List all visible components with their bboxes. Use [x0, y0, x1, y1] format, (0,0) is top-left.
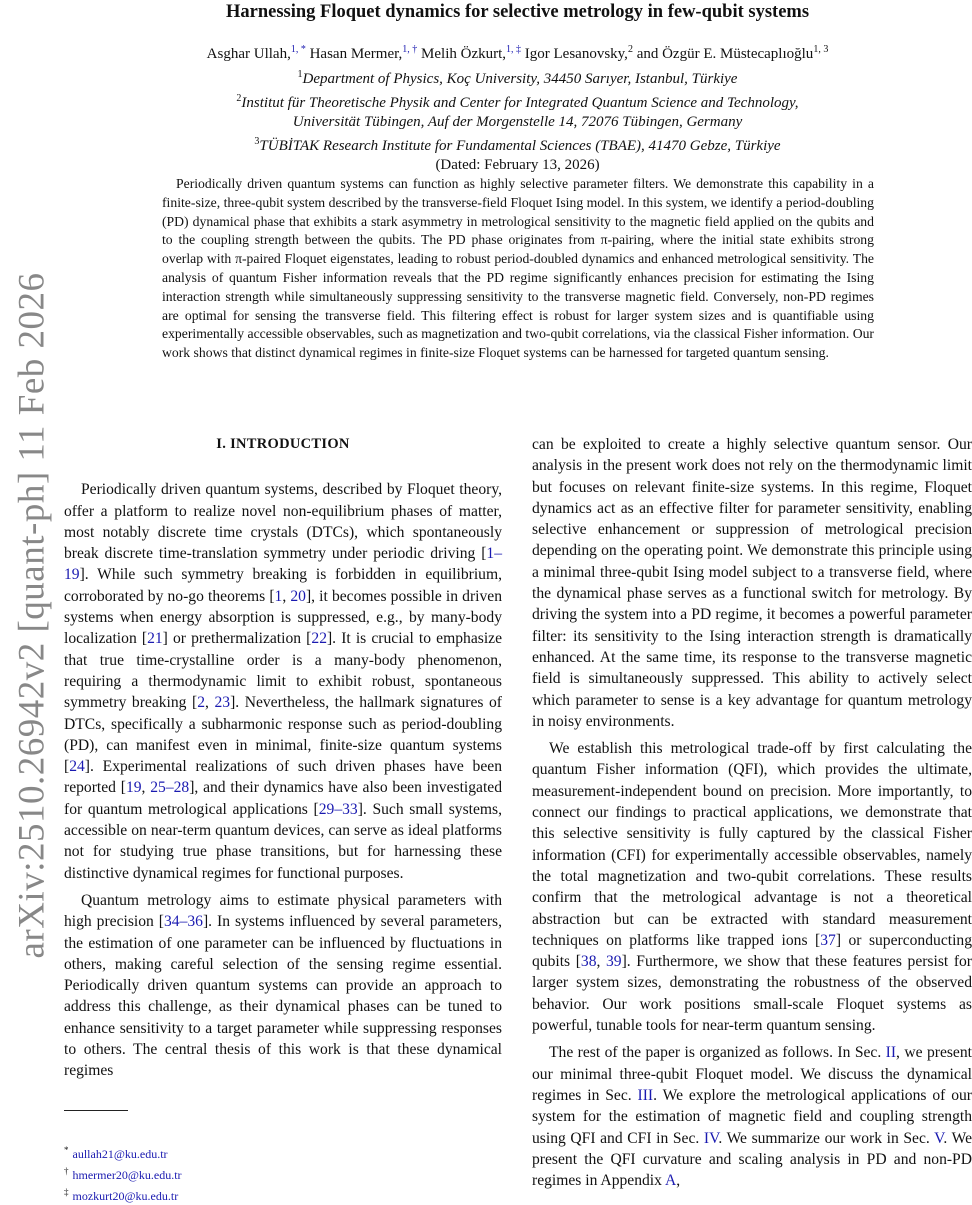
author-affiliation-mark[interactable]: 1, *	[290, 44, 306, 55]
citation-link[interactable]: 37	[820, 931, 836, 949]
author-affiliation-mark[interactable]: 1, †	[402, 44, 418, 55]
dated-line: (Dated: February 13, 2026)	[435, 157, 600, 173]
section-link[interactable]: III	[637, 1086, 654, 1104]
affiliation-list	[110, 65, 925, 156]
citation-link[interactable]: 1	[274, 587, 283, 605]
citation-link[interactable]: 1–19	[64, 545, 502, 584]
citation-link[interactable]: 34–36	[163, 913, 203, 931]
author-name: Igor Lesanovsky,	[524, 46, 628, 62]
paragraph: The rest of the paper is organized as follows. In Sec. II, we present our minimal three-qubit Floquet model. We discuss the dynamical regimes in Sec. III. We explore the metrological applications of our system for the estimation of magnetic field and coupling strength using QFI and CFI in Sec. IV. We summarize our work in Sec. V. We present the QFI curvature and scaling analysis in PD and non-PD regimes in Appendix A,	[532, 1044, 972, 1190]
section-link[interactable]: IV	[703, 1129, 719, 1147]
paragraph: Quantum metrology aims to estimate physical parameters with high precision [34–36]. In systems influenced by several parameters, the estimation of one parameter can be influenced by fluctuations in others, making careful selection of the sensing regime essential. Periodically driven quantum systems can provide an approach to address this challenge, as their dynamical phases can be tuned to enhance sensitivity to a target parameter while suppressing responses to others. The central thesis of this work is that these dynamical regimes	[64, 891, 502, 1080]
arxiv-sidebar-stamp	[2, 271, 62, 959]
section-link[interactable]: II	[885, 1044, 897, 1062]
paragraph: can be exploited to create a highly selective quantum sensor. Our analysis in the present work does not rely on the thermodynamic limit but focuses on relevant finite-size systems. In this regime, Floquet dynamics act as an effective filter for parameter sensitivity, enabling selective enhancement or suppression of metrological precision depending on the operating point. We demonstrate this principle using a minimal three-qubit Ising model subject to a transverse field, where the dynamical phase serves as a functional switch for metrology. By driving the system into a PD regime, it becomes a powerful parameter filter: its sensitivity to the Ising interaction strength is dramatically enhanced. At the same time, its response to the transverse magnetic field is simultaneously suppressed. This ability to actively select which parameter to sense is a key advantage for quantum metrology in noisy environments.	[532, 436, 972, 730]
right-column	[532, 434, 972, 1191]
section-heading: I. INTRODUCTION	[216, 436, 350, 452]
affiliation-line: $^2$Institut für Theoretische Physik and Center for Integrated Quantum Science and Technology,	[236, 93, 799, 111]
affiliation-line: Universität Tübingen, Auf der Morgenstelle 14, 72076 Tübingen, Germany	[292, 114, 743, 130]
paragraph: Periodically driven quantum systems, described by Floquet theory, offer a platform to realize novel non-equilibrium phases of matter, most notably discrete time crystals (DTCs), which spontaneously break discrete time-translation symmetry under periodic driving [1–19]. While such symmetry breaking is forbidden in equilibrium, corroborated by no-go theorems [1, 20], it becomes possible in driven systems when energy absorption is suppressed, e.g., by many-body localization [21] or prethermalization [22]. It is crucial to emphasize that true time-crystalline order is a many-body phenomenon, requiring a thermodynamic limit to exhibit robust, spontaneous symmetry breaking [2, 23]. Nevertheless, the hallmark signatures of DTCs, specifically a subharmonic response such as period-doubling (PD), can manifest even in minimal, finite-size quantum systems [24]. Experimental realizations of such driven phases have been reported [19, 25–28], and their dynamics have also been investigated for quantum metrological applications [29–33]. Such small systems, accessible on near-term quantum devices, can serve as ideal platforms not for studying true phase transitions, but for harnessing these distinctive dynamical regimes for functional purposes.	[64, 481, 503, 882]
section-link[interactable]: V	[934, 1129, 944, 1147]
paper-header	[110, 0, 925, 175]
footnotes	[64, 1142, 182, 1205]
email-link[interactable]: hmermer20@ku.edu.tr	[72, 1168, 182, 1182]
arxiv-id: arXiv:2510.26942v2 [quant-ph] 11 Feb 2026	[11, 271, 53, 959]
appendix-link[interactable]: A	[664, 1172, 677, 1190]
author-name: Melih Özkurt,	[421, 46, 507, 62]
citation-link[interactable]: 25–28	[150, 779, 190, 797]
author-affiliation-mark: 2	[627, 44, 633, 55]
citation-link[interactable]: 23	[214, 694, 231, 712]
author-name: Asghar Ullah,	[206, 46, 291, 62]
citation-link[interactable]: 24	[69, 758, 85, 776]
citation-link[interactable]: 2	[197, 694, 206, 712]
citation-link[interactable]: 29–33	[318, 800, 358, 818]
author-name: Hasan Mermer,	[309, 46, 403, 62]
citation-link[interactable]: 38	[580, 953, 597, 971]
citation-link[interactable]: 19	[125, 779, 142, 797]
paragraph: We establish this metrological trade-off by first calculating the quantum Fisher information (QFI), which provides the ultimate, measurement-independent bound on precision. More importantly, to connect our findings to practical applications, we demonstrate that this selective sensitivity is fully captured by the classical Fisher information (CFI) for experimentally accessible observables, namely the total magnetization and two-qubit correlations. These results confirm that the metrological advantage is not a theoretical abstraction but can be extracted with standard measurement techniques on platforms like trapped ions [37] or superconducting qubits [38, 39]. Furthermore, we show that these features persist for larger system sizes, demonstrating the robustness of the observed behavior. Our work positions small-scale Floquet systems as powerful, tunable tools for near-term quantum sensing.	[532, 740, 972, 1035]
footnote-rule	[64, 1110, 128, 1111]
email-link[interactable]: mozkurt20@ku.edu.tr	[72, 1189, 179, 1203]
author-name: and Özgür E. Müstecaplıoğlu	[636, 46, 814, 62]
paper-title: Harnessing Floquet dynamics for selective metrology in few-qubit systems	[225, 2, 810, 22]
footnote: * aullah21@ku.edu.tr	[64, 1145, 168, 1161]
citation-link[interactable]: 39	[606, 953, 622, 971]
left-column	[64, 434, 502, 1082]
author-affiliation-mark: 1, 3	[813, 44, 829, 55]
affiliation-line: $^1$Department of Physics, Koç University, 34450 Sarıyer, Istanbul, Türkiye	[297, 69, 738, 87]
citation-link[interactable]: 21	[147, 630, 163, 648]
email-link[interactable]: aullah21@ku.edu.tr	[72, 1147, 168, 1161]
citation-link[interactable]: 20	[290, 587, 306, 605]
author-affiliation-mark[interactable]: 1, ‡	[506, 44, 522, 55]
footnote: † hmermer20@ku.edu.tr	[64, 1166, 182, 1182]
abstract: Periodically driven quantum systems can function as highly selective parameter filters. We demonstrate this capability in a finite-size, three-qubit system described by the transverse-field Floquet Ising model. In this system, we identify a period-doubling (PD) dynamical phase that exhibits a stark asymmetry in metrological sensitivity to the magnetic field applied on the qubits and to the coupling strength between the qubits. The PD phase originates from π-pairing, where the initial state exhibits strong overlap with π-paired Floquet eigenstates, leading to robust period-doubled dynamics and enhanced metrological sensitivity. The analysis of quantum Fisher information reveals that the PD regime significantly enhances precision for estimating the Ising interaction strength while simultaneously suppressing sensitivity to the transverse magnetic field. Conversely, non-PD regimes are optimal for sensing the transverse field. This filtering effect is robust for larger system sizes and is quantifiable using experimentally accessible observables, such as magnetization and two-qubit correlations, via the classical Fisher information. Our work shows that distinct dynamical regimes in finite-size Floquet systems can be harnessed for targeted quantum sensing.	[162, 176, 874, 361]
footnote: ‡ mozkurt20@ku.edu.tr	[64, 1187, 179, 1203]
affiliation-line: $^3$TÜBİTAK Research Institute for Fundamental Sciences (TBAE), 41470 Gebze, Türkiye	[254, 136, 781, 154]
author-list	[110, 40, 925, 64]
citation-link[interactable]: 22	[311, 630, 327, 648]
